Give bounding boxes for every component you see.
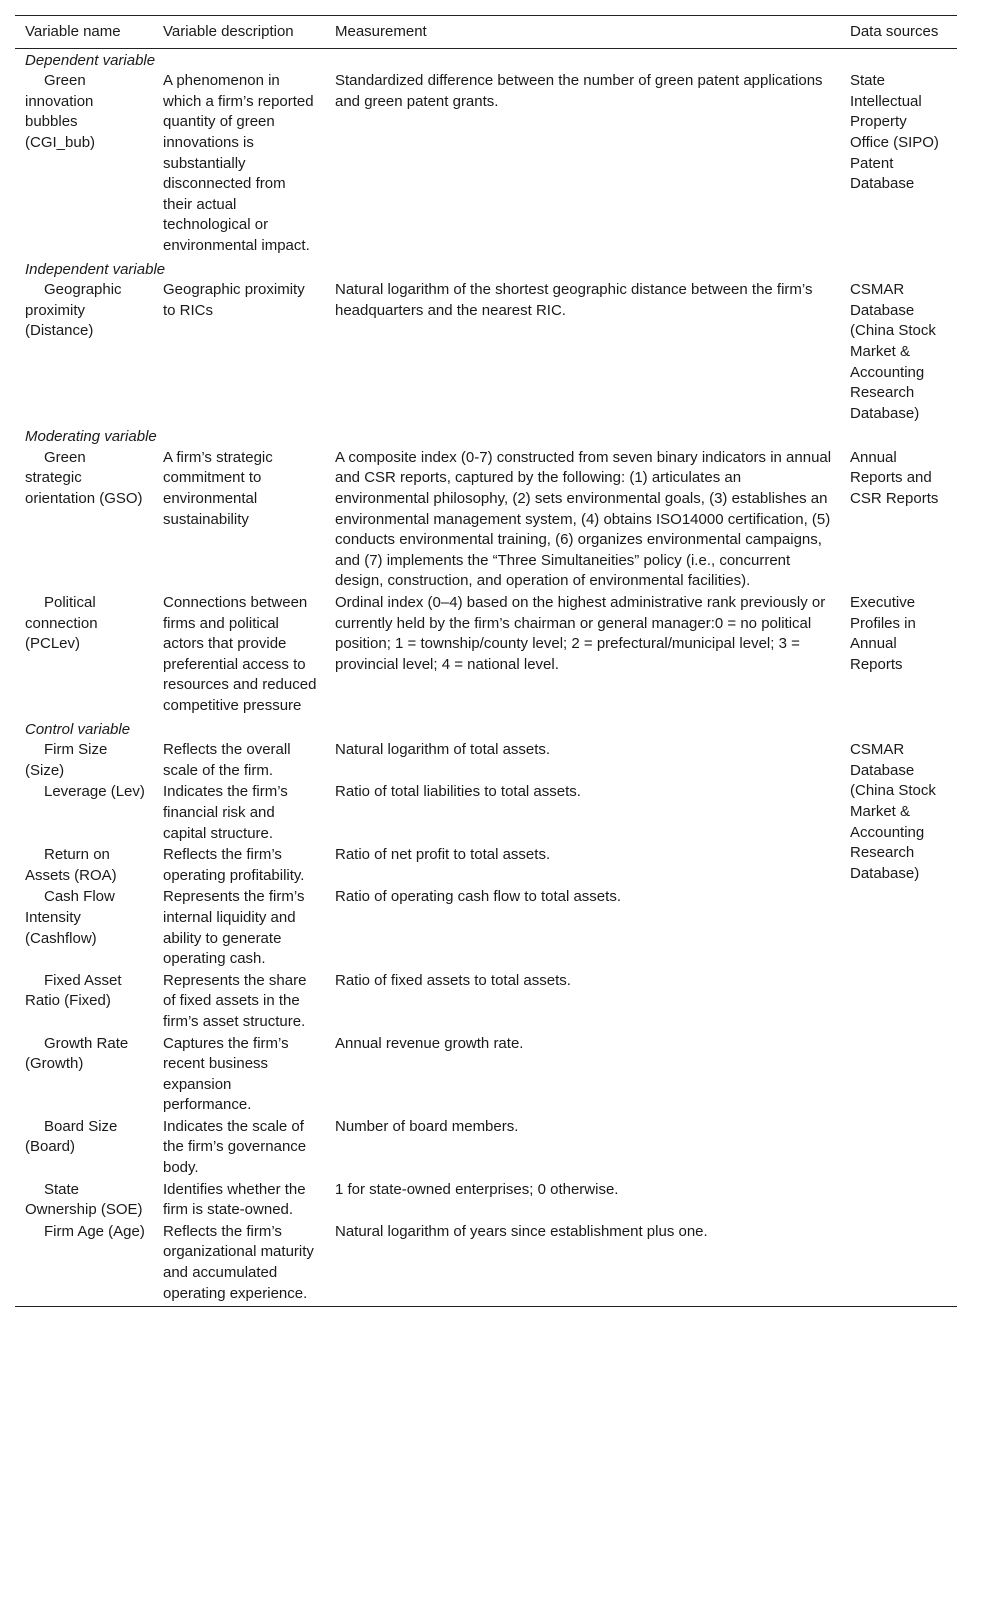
table-row-fixed — [15, 971, 957, 1034]
header-measurement: Measurement — [335, 23, 427, 40]
measurement-cell: Natural logarithm of total assets. — [335, 741, 551, 759]
measurement-cell: A composite index (0-7) constructed from seven binary indicators in annual and CSR reports, captured by the following: (1) articulates an environmental philosophy, (2) sets environmental goals, (3) establishes an environmental management system, (4) obtains ISO14000 certification, (5) conducts environmental training, (6) organizes environmental campaigns, and (7) implements the “Three Simultaneities” policy (i.e., concurrent design, construction, and operation of environmental facilities). — [335, 448, 832, 590]
variable-name-cell: Return on Assets (ROA) — [25, 846, 117, 884]
variable-name-cell: Geographic proximity (Distance) — [25, 281, 122, 340]
variable-description-cell: Reflects the firm’s organizational maturity and accumulated operating experience. — [163, 1222, 314, 1302]
variable-name-cell: Growth Rate (Growth) — [25, 1034, 129, 1073]
table-row-cgi-bub — [15, 71, 957, 257]
variable-description-cell: Identifies whether the firm is state-owned. — [163, 1180, 306, 1219]
measurement-cell: Standardized difference between the number of green patent applications and green patent grants. — [335, 72, 823, 110]
table-row-size — [15, 740, 957, 782]
variable-description-cell: A firm’s strategic commitment to environmental sustainability — [163, 448, 273, 528]
variable-name-cell: Firm Age (Age) — [44, 1222, 145, 1240]
variable-description-cell: Connections between firms and political actors that provide preferential access to resources and reduced competitive pressure — [163, 594, 317, 714]
section-label-dependent: Dependent variable — [25, 51, 156, 69]
section-row-dependent — [15, 48, 957, 71]
variable-description-cell: A phenomenon in which a firm’s reported quantity of green innovations is substantially disconnected from their actual technological or environmental impact. — [163, 72, 314, 254]
table-row-board — [15, 1117, 957, 1180]
table-row-age — [15, 1222, 957, 1307]
variable-description-cell: Represents the firm’s internal liquidity and ability to generate operating cash. — [163, 888, 305, 968]
variable-name-cell: Fixed Asset Ratio (Fixed) — [25, 971, 122, 1010]
section-row-control — [15, 718, 957, 741]
header-variable-name: Variable name — [25, 23, 121, 40]
measurement-cell: Natural logarithm of years since establishment plus one. — [335, 1222, 708, 1240]
table-row-roa — [15, 845, 957, 887]
variable-description-cell: Captures the firm’s recent business expansion performance. — [163, 1034, 289, 1114]
section-row-moderating — [15, 425, 957, 448]
variable-name-cell: Firm Size (Size) — [25, 741, 108, 779]
variable-name-cell: Green strategic orientation (GSO) — [25, 448, 143, 508]
variable-name-cell: Board Size (Board) — [25, 1117, 118, 1156]
measurement-cell: Ratio of total liabilities to total assets. — [335, 783, 581, 801]
variable-definitions-table-container — [15, 15, 957, 1307]
measurement-cell: Ratio of net profit to total assets. — [335, 846, 551, 864]
measurement-cell: Number of board members. — [335, 1117, 519, 1135]
variable-description-cell: Geographic proximity to RICs — [163, 281, 305, 319]
measurement-cell: Ratio of fixed assets to total assets. — [335, 971, 571, 989]
variable-description-cell: Reflects the overall scale of the firm. — [163, 741, 291, 779]
variable-description-cell: Reflects the firm’s operating profitability. — [163, 846, 305, 884]
variable-name-cell: State Ownership (SOE) — [25, 1180, 143, 1219]
data-source-cell: Executive Profiles in Annual Reports — [850, 594, 916, 673]
variable-description-cell: Indicates the scale of the firm’s governance body. — [163, 1117, 307, 1177]
data-source-cell: CSMAR Database (China Stock Market & Accounting Research Database) — [850, 281, 936, 422]
variable-name-cell: Cash Flow Intensity (Cashflow) — [25, 888, 115, 947]
variable-description-cell: Indicates the firm’s financial risk and capital structure. — [163, 783, 288, 842]
table-header — [15, 16, 957, 49]
measurement-cell: 1 for state-owned enterprises; 0 otherwise. — [335, 1180, 619, 1198]
variable-name-cell: Green innovation bubbles (CGI_bub) — [25, 72, 96, 151]
section-label-control: Control variable — [25, 720, 131, 738]
table-row-gso — [15, 448, 957, 593]
measurement-cell: Natural logarithm of the shortest geographic distance between the firm’s headquarters and the nearest RIC. — [335, 281, 813, 319]
table-row-distance — [15, 280, 957, 425]
measurement-cell: Ordinal index (0–4) based on the highest administrative rank previously or currently held by the firm’s chairman or general manager:0 = no political position; 1 = township/county level; 2 = prefectural/municipal level; 3 = provincial level; 4 = national level. — [335, 594, 826, 673]
table-row-pclev — [15, 593, 957, 718]
control-data-source-cell: CSMAR Database (China Stock Market & Accounting Research Database) — [850, 741, 936, 882]
section-row-independent — [15, 258, 957, 281]
measurement-cell: Ratio of operating cash flow to total assets. — [335, 888, 621, 906]
table-body — [15, 48, 957, 1307]
variable-description-cell: Represents the share of fixed assets in the firm’s asset structure. — [163, 971, 307, 1030]
measurement-cell: Annual revenue growth rate. — [335, 1034, 524, 1052]
table-row-cashflow — [15, 887, 957, 970]
data-source-cell: Annual Reports and CSR Reports — [850, 448, 939, 508]
variable-name-cell: Political connection (PCLev) — [25, 594, 98, 653]
header-data-sources: Data sources — [850, 23, 939, 40]
header-row — [15, 16, 957, 49]
header-variable-description: Variable description — [163, 23, 294, 40]
variable-definitions-table — [15, 15, 957, 1307]
data-source-cell: State Intellectual Property Office (SIPO) Patent Database — [850, 72, 939, 193]
table-row-soe — [15, 1180, 957, 1222]
table-row-growth — [15, 1034, 957, 1117]
section-label-moderating: Moderating variable — [25, 428, 157, 446]
table-row-lev — [15, 782, 957, 845]
section-label-independent: Independent variable — [25, 260, 166, 278]
variable-name-cell: Leverage (Lev) — [44, 783, 145, 801]
